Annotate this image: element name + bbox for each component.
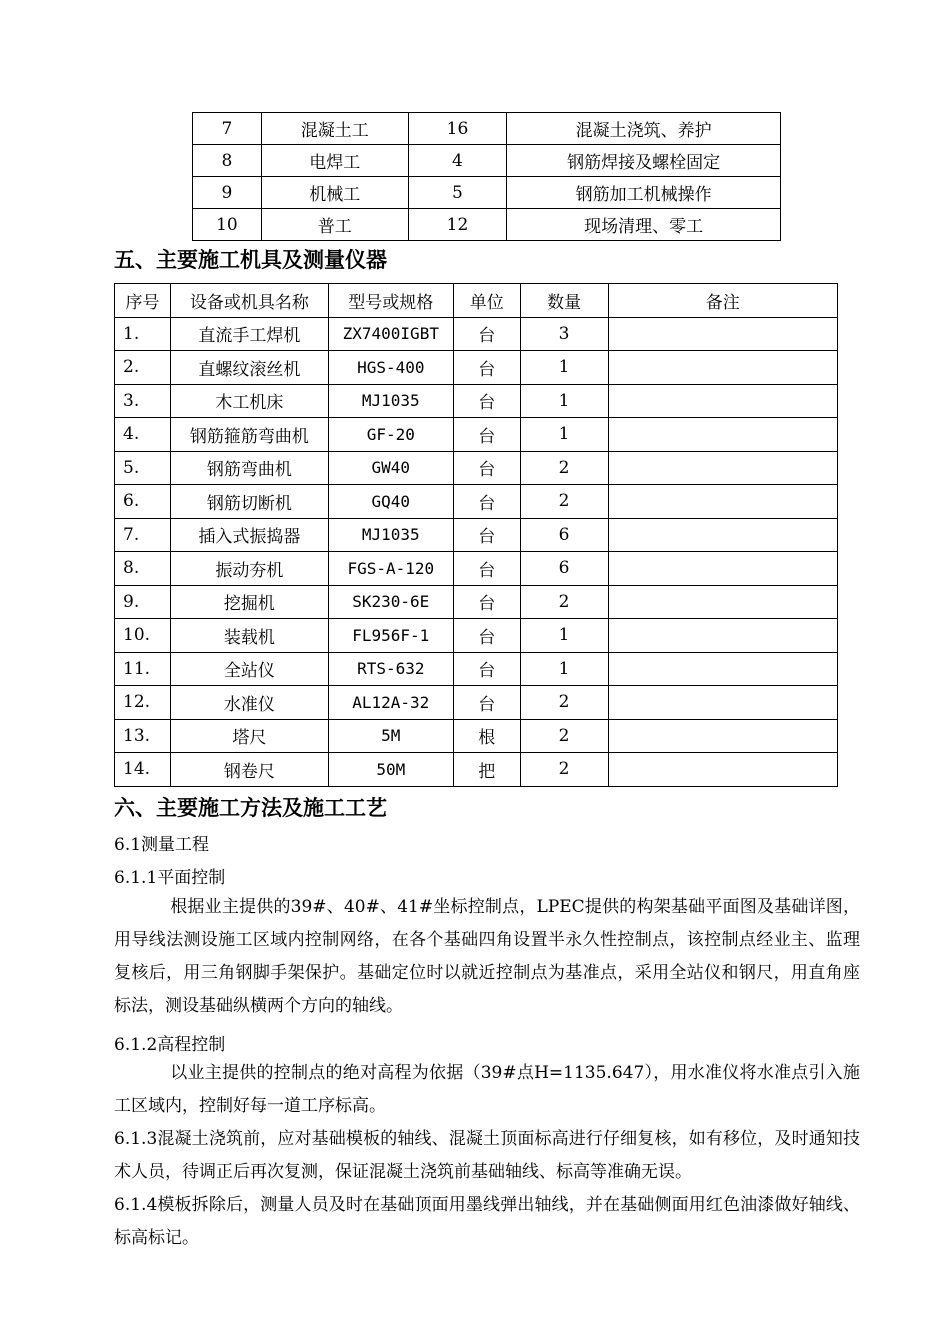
equip-name: 钢卷尺 xyxy=(170,753,328,787)
equip-note xyxy=(608,418,838,452)
equip-name: 全站仪 xyxy=(170,652,328,686)
equip-no: 3. xyxy=(115,384,171,418)
equip-qty: 2 xyxy=(520,686,608,720)
equipment-row xyxy=(115,485,838,519)
equip-qty: 2 xyxy=(520,585,608,619)
staff-no: 9 xyxy=(193,177,262,209)
equip-note xyxy=(608,351,838,385)
equip-unit: 台 xyxy=(453,552,520,586)
paragraph-6-1-3: 6.1.3混凝土浇筑前，应对基础模板的轴线、混凝土顶面标高进行仔细复核，如有移位，及时通知技术人员，待调正后再次复测，保证混凝土浇筑前基础轴线、标高等准确无误。 xyxy=(114,1129,860,1182)
equipment-row xyxy=(115,384,838,418)
equip-name: 钢筋箍筋弯曲机 xyxy=(170,418,328,452)
equipment-row xyxy=(115,451,838,485)
equipment-row xyxy=(115,518,838,552)
staffing-row xyxy=(193,177,781,209)
equip-no: 10. xyxy=(115,619,171,653)
paragraph-6-1-2-text: 以业主提供的控制点的绝对高程为依据（39#点H=1135.647），用水准仪将水准点引入施工区域内，控制好每一道工序标高。 xyxy=(114,1063,860,1116)
subsection-6-1: 6.1测量工程 xyxy=(114,835,210,855)
equip-unit: 把 xyxy=(453,753,520,787)
equip-qty: 1 xyxy=(520,351,608,385)
equip-qty: 1 xyxy=(520,619,608,653)
equip-model: RTS-632 xyxy=(328,652,453,686)
equip-model: MJ1035 xyxy=(328,518,453,552)
equip-unit: 台 xyxy=(453,619,520,653)
equip-note xyxy=(608,552,838,586)
equip-qty: 2 xyxy=(520,753,608,787)
equip-note xyxy=(608,619,838,653)
paragraph-6-1-4: 6.1.4模板拆除后，测量人员及时在基础顶面用墨线弹出轴线，并在基础侧面用红色油漆做好轴线、标高标记。 xyxy=(114,1195,860,1248)
equip-qty: 2 xyxy=(520,485,608,519)
equip-no: 8. xyxy=(115,552,171,586)
staffing-row xyxy=(193,209,781,241)
equip-note xyxy=(608,518,838,552)
equip-model: AL12A-32 xyxy=(328,686,453,720)
equip-no: 4. xyxy=(115,418,171,452)
equip-qty: 1 xyxy=(520,384,608,418)
equip-note xyxy=(608,686,838,720)
equip-qty: 3 xyxy=(520,317,608,351)
equip-model: FGS-A-120 xyxy=(328,552,453,586)
equip-model: ZX7400IGBT xyxy=(328,317,453,351)
equip-unit: 台 xyxy=(453,384,520,418)
equip-note xyxy=(608,317,838,351)
equipment-row xyxy=(115,652,838,686)
staff-type: 机械工 xyxy=(261,177,408,209)
equip-unit: 台 xyxy=(453,686,520,720)
equip-no: 6. xyxy=(115,485,171,519)
equip-name: 直流手工焊机 xyxy=(170,317,328,351)
section-6-title: 六、主要施工方法及施工工艺 xyxy=(114,796,387,820)
staff-duty: 混凝土浇筑、养护 xyxy=(507,113,781,145)
equip-unit: 台 xyxy=(453,418,520,452)
staff-duty: 钢筋加工机械操作 xyxy=(507,177,781,209)
equip-qty: 1 xyxy=(520,652,608,686)
staff-no: 8 xyxy=(193,145,262,177)
equip-name: 装载机 xyxy=(170,619,328,653)
equip-unit: 台 xyxy=(453,585,520,619)
equip-name: 振动夯机 xyxy=(170,552,328,586)
equipment-row xyxy=(115,753,838,787)
equip-model: GW40 xyxy=(328,451,453,485)
equip-no: 14. xyxy=(115,753,171,787)
equip-no: 11. xyxy=(115,652,171,686)
equipment-row xyxy=(115,619,838,653)
header-note: 备注 xyxy=(608,284,838,318)
equip-unit: 台 xyxy=(453,485,520,519)
equip-note xyxy=(608,585,838,619)
staff-duty: 现场清理、零工 xyxy=(507,209,781,241)
staff-no: 10 xyxy=(193,209,262,241)
section-5-title: 五、主要施工机具及测量仪器 xyxy=(114,248,387,272)
equip-note xyxy=(608,485,838,519)
equip-model: GF-20 xyxy=(328,418,453,452)
equip-model: 5M xyxy=(328,719,453,753)
equip-note xyxy=(608,384,838,418)
staff-type: 电焊工 xyxy=(261,145,408,177)
equip-no: 7. xyxy=(115,518,171,552)
equip-note xyxy=(608,451,838,485)
equip-qty: 2 xyxy=(520,719,608,753)
staff-no: 7 xyxy=(193,113,262,145)
equipment-header-row xyxy=(115,284,838,318)
staff-type: 混凝土工 xyxy=(261,113,408,145)
staffing-row xyxy=(193,145,781,177)
staff-count: 5 xyxy=(408,177,507,209)
equip-model: MJ1035 xyxy=(328,384,453,418)
equip-name: 水准仪 xyxy=(170,686,328,720)
paragraph-6-1-1 xyxy=(114,891,860,1023)
equipment-row xyxy=(115,351,838,385)
equipment-row xyxy=(115,686,838,720)
equip-note xyxy=(608,753,838,787)
header-no: 序号 xyxy=(115,284,171,318)
equip-no: 5. xyxy=(115,451,171,485)
equip-unit: 根 xyxy=(453,719,520,753)
equip-name: 钢筋弯曲机 xyxy=(170,451,328,485)
equip-name: 直螺纹滚丝机 xyxy=(170,351,328,385)
equip-name: 插入式振捣器 xyxy=(170,518,328,552)
header-unit: 单位 xyxy=(453,284,520,318)
equip-unit: 台 xyxy=(453,518,520,552)
equip-no: 9. xyxy=(115,585,171,619)
equipment-table xyxy=(114,283,838,787)
staffing-table xyxy=(192,112,781,241)
equip-no: 2. xyxy=(115,351,171,385)
equipment-row xyxy=(115,585,838,619)
staff-count: 16 xyxy=(408,113,507,145)
equip-name: 钢筋切断机 xyxy=(170,485,328,519)
staffing-row xyxy=(193,113,781,145)
subsection-6-1-2: 6.1.2高程控制 xyxy=(114,1035,226,1055)
header-qty: 数量 xyxy=(520,284,608,318)
equip-qty: 1 xyxy=(520,418,608,452)
equip-model: GQ40 xyxy=(328,485,453,519)
equip-note xyxy=(608,652,838,686)
equip-model: HGS-400 xyxy=(328,351,453,385)
subsection-6-1-1: 6.1.1平面控制 xyxy=(114,868,226,888)
equip-qty: 6 xyxy=(520,518,608,552)
equip-model: FL956F-1 xyxy=(328,619,453,653)
header-name: 设备或机具名称 xyxy=(170,284,328,318)
equip-model: 50M xyxy=(328,753,453,787)
equip-name: 挖掘机 xyxy=(170,585,328,619)
staff-count: 12 xyxy=(408,209,507,241)
equipment-row xyxy=(115,418,838,452)
equip-unit: 台 xyxy=(453,317,520,351)
header-model: 型号或规格 xyxy=(328,284,453,318)
staff-duty: 钢筋焊接及螺栓固定 xyxy=(507,145,781,177)
equip-qty: 2 xyxy=(520,451,608,485)
equip-no: 13. xyxy=(115,719,171,753)
equip-model: SK230-6E xyxy=(328,585,453,619)
equip-unit: 台 xyxy=(453,451,520,485)
equip-no: 1. xyxy=(115,317,171,351)
equip-unit: 台 xyxy=(453,351,520,385)
paragraph-6-1-2 xyxy=(114,1057,860,1123)
equip-name: 木工机床 xyxy=(170,384,328,418)
equipment-row xyxy=(115,317,838,351)
staff-count: 4 xyxy=(408,145,507,177)
equipment-row xyxy=(115,719,838,753)
equip-name: 塔尺 xyxy=(170,719,328,753)
equip-note xyxy=(608,719,838,753)
equip-unit: 台 xyxy=(453,652,520,686)
equip-no: 12. xyxy=(115,686,171,720)
staff-type: 普工 xyxy=(261,209,408,241)
equip-qty: 6 xyxy=(520,552,608,586)
paragraph-6-1-1-text: 根据业主提供的39#、40#、41#坐标控制点，LPEC提供的构架基础平面图及基础详图，用导线法测设施工区域内控制网络，在各个基础四角设置半永久性控制点，该控制点经业主、监理复核后，用三角钢脚手架保护。基础定位时以就近控制点为基准点，采用全站仪和钢尺，用直角座标法，测设基础纵横两个方向的轴线。 xyxy=(114,897,860,1016)
equipment-row xyxy=(115,552,838,586)
